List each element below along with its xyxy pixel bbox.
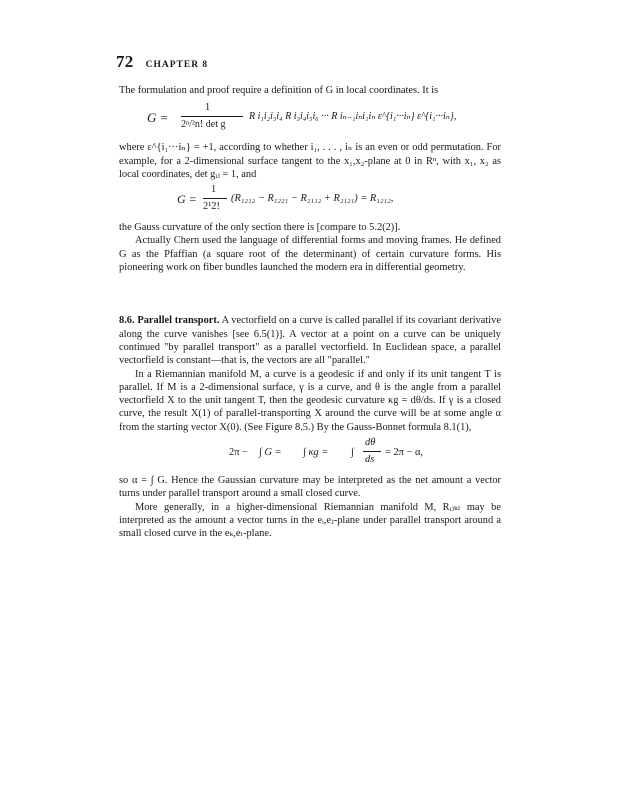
eq3-part-a: 2π − [229,447,248,459]
eq3-numerator: dθ [365,437,376,449]
eq3-part-c: ∫ κg = [303,447,329,459]
section-paragraph-2: In a Riemannian manifold M, a curve is a geodesic if and only if its unit tangent T is parallel. If M is a 2-dimensional surface, γ is a curve, and θ is the angle from a parallel vectorfield X to the unit tangent T, then the geodesic curvature κg = dθ/ds. If γ is a closed curve, the result X(1) of parallel-transporting X around the curve will be at some angle α from the starting vector X(0). (See Figure 8.5.) By the Gauss-Bonnet formula 8.1(1), [119,368,501,433]
equation-transport-angle [119,434,501,474]
section-parallel-transport [119,314,501,367]
paragraph-gauss-curvature: the Gauss curvature of the only section there is [compare to 5.2(2)]. [119,222,401,234]
eq3-fraction-bar [363,451,381,452]
chapter-label: CHAPTER 8 [145,60,209,70]
eq2-lhs: G = [177,192,197,207]
section-title: Parallel transport. [137,315,220,327]
eq3-denominator: ds [365,454,375,466]
eq2-numerator: 1 [211,184,217,196]
eq1-lhs: G = [147,110,169,126]
equation-gauss-curvature-2d [119,181,501,221]
eq2-rhs: (R₁₂₁₂ − R₁₂₂₁ − R₂₁₁₂ + R₂₁₂₁) = R₁₂₁₂, [231,193,394,205]
page-header [116,52,208,72]
paragraph-intro: The formulation and proof require a definition of G in local coordinates. It is [119,85,439,96]
eq2-fraction-bar [203,198,227,199]
eq1-rhs: R i₁i₂i₃i₄ R i₃i₄i₅i₆ ··· R iₙ₋₁iₙi₁iₙ ε^{i₁···iₙ} ε^{i₁···iₙ}, [249,111,457,123]
section-paragraph-4: More generally, in a higher-dimensional Riemannian manifold M, Rᵢⱼₖₗ may be interpreted as the amount a vector turns in the eᵢ,eⱼ-plane under parallel transport around a small closed curve in the eₖ,eₗ-plane. [119,501,501,540]
eq3-part-d: ∫ [351,447,354,459]
eq3-part-b: ∫ G = [259,447,282,459]
page-body [119,84,501,541]
eq3-part-e: = 2π − α, [385,447,423,459]
section-number: 8.6. [119,315,135,327]
eq1-fraction-bar [181,116,243,117]
eq1-numerator: 1 [205,102,211,114]
eq1-denominator: 2ⁿ/²n! det g [181,119,226,131]
section-spacer [119,274,501,314]
equation-gauss-bonnet-chern [119,97,501,141]
page-number: 72 [116,52,134,71]
section-paragraph-3: so α = ∫ G. Hence the Gaussian curvature may be interpreted as the net amount a vector turns under parallel transport around a small closed curve. [119,475,501,500]
paragraph-chern: Actually Chern used the language of differential forms and moving frames. He defined G as the Pfaffian (a square root of the determinant) of certain curvature forms. His pioneering work on fiber bundles launched the modern era in differential geometry. [119,235,501,274]
section-paragraph-1: A vectorfield on a curve is called parallel if its covariant derivative along the curve vanishes [see 6.5(1)]. A vector at a point on a curve can be uniquely continued "by parallel transport" as a parallel vectorfield. In Euclidean space, a parallel vectorfield is constant—that is, the vectors are all "parallel." [119,315,501,367]
paragraph-permutation: where ε^{i₁···iₙ} = +1, according to whether i₁, . . . , iₙ is an even or odd permutation. For example, for a 2-dimensional surface tangent to the x₁,x₂-plane at 0 in Rⁿ, with x₁, x₂ as local coordinates, det gᵢⱼ = 1, and [119,142,501,180]
eq2-denominator: 2¹2! [203,201,220,213]
